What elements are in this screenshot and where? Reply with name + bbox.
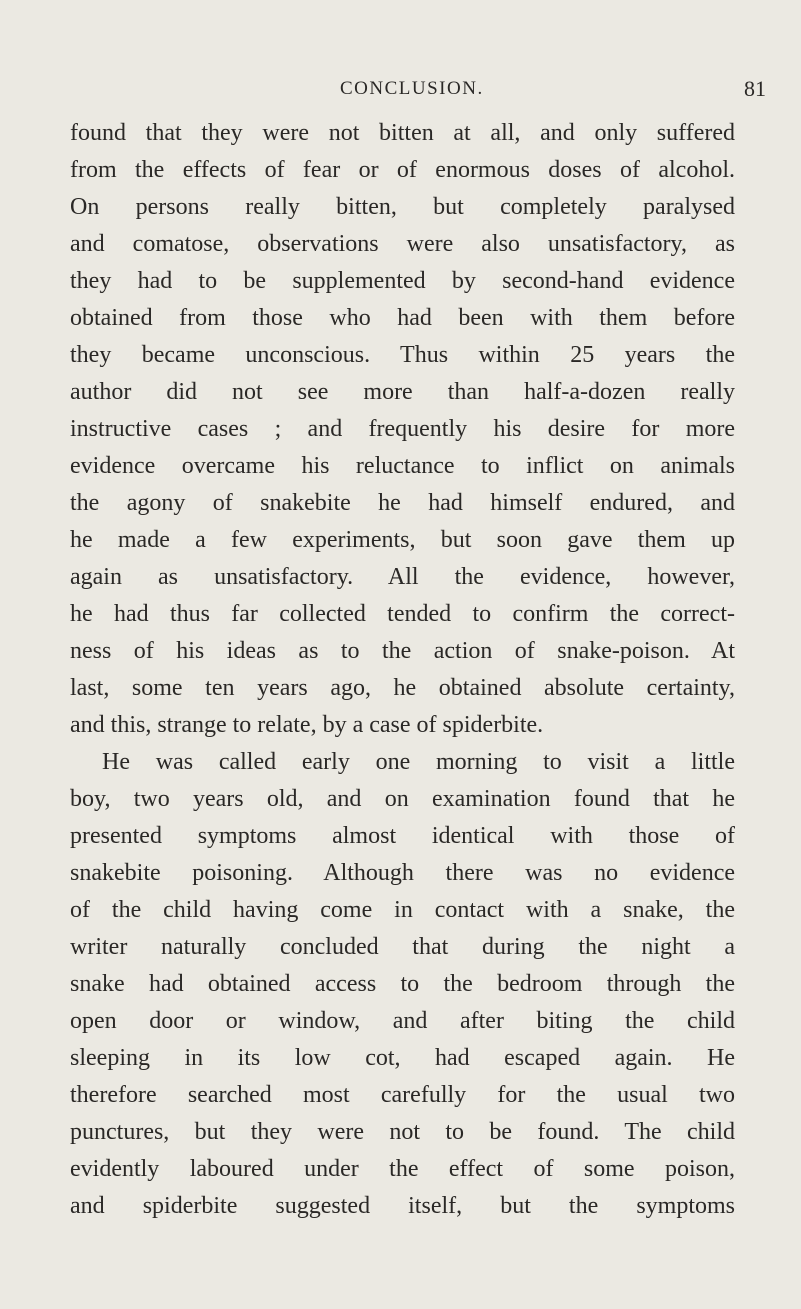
text-line: instructive cases ; and frequently his desire for more	[70, 416, 735, 442]
text-line: of the child having come in contact with a snake, the	[70, 897, 735, 923]
running-title: CONCLUSION.	[340, 78, 484, 99]
running-head	[0, 78, 801, 102]
text-line: and this, strange to relate, by a case of spiderbite.	[70, 712, 544, 738]
text-line: therefore searched most carefully for the usual two	[70, 1082, 735, 1108]
text-line: he made a few experiments, but soon gave them up	[70, 527, 735, 553]
text-line: open door or window, and after biting the child	[70, 1008, 735, 1034]
text-line: ness of his ideas as to the action of snake-poison. At	[70, 638, 735, 664]
text-line: On persons really bitten, but completely paralysed	[70, 194, 735, 220]
text-line: punctures, but they were not to be found. The child	[70, 1119, 735, 1145]
text-line: from the effects of fear or of enormous doses of alcohol.	[70, 157, 735, 183]
text-line: author did not see more than half-a-dozen really	[70, 379, 735, 405]
text-line: they became unconscious. Thus within 25 years the	[70, 342, 735, 368]
text-line: evidently laboured under the effect of some poison,	[70, 1156, 735, 1182]
text-line: again as unsatisfactory. All the evidence, however,	[70, 564, 735, 590]
body-text	[70, 115, 735, 1225]
text-line: snakebite poisoning. Although there was no evidence	[70, 860, 735, 886]
text-line: He was called early one morning to visit a little	[102, 749, 735, 775]
text-line: and comatose, observations were also unsatisfactory, as	[70, 231, 735, 257]
text-line: they had to be supplemented by second-hand evidence	[70, 268, 735, 294]
text-line: sleeping in its low cot, had escaped again. He	[70, 1045, 735, 1071]
text-line: boy, two years old, and on examination found that he	[70, 786, 735, 812]
text-line: the agony of snakebite he had himself endured, and	[70, 490, 735, 516]
text-line: last, some ten years ago, he obtained absolute certainty,	[70, 675, 735, 701]
text-line: found that they were not bitten at all, and only suffered	[70, 120, 735, 146]
text-line: he had thus far collected tended to confirm the correct-	[70, 601, 735, 627]
text-line: evidence overcame his reluctance to inflict on animals	[70, 453, 735, 479]
text-line: writer naturally concluded that during the night a	[70, 934, 735, 960]
page-number: 81	[744, 76, 766, 101]
text-line: obtained from those who had been with them before	[70, 305, 735, 331]
text-line: and spiderbite suggested itself, but the symptoms	[70, 1193, 735, 1219]
text-line: presented symptoms almost identical with those of	[70, 823, 735, 849]
text-line: snake had obtained access to the bedroom through the	[70, 971, 735, 997]
